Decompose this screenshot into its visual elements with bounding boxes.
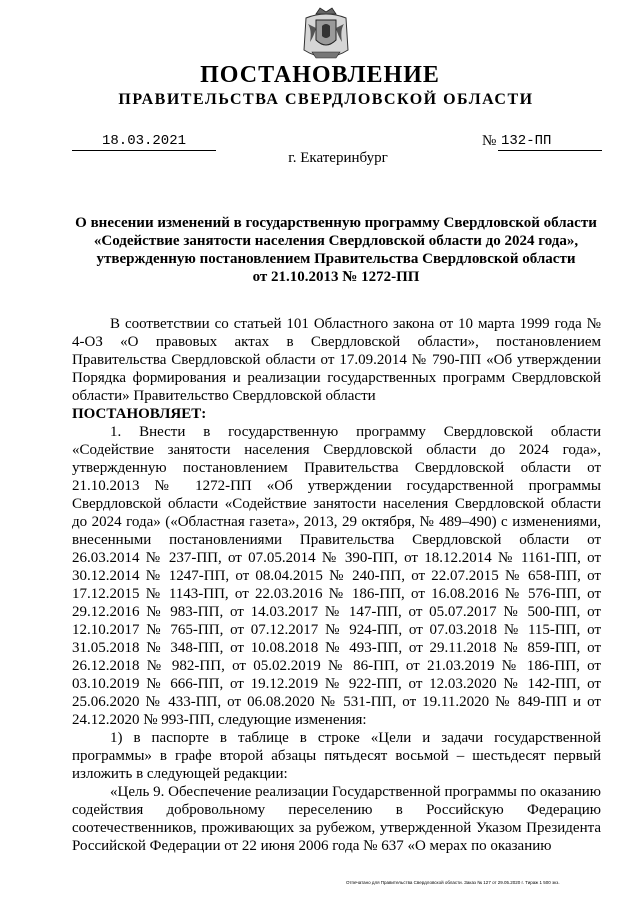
issuer-heading: ПРАВИТЕЛЬСТВА СВЕРДЛОВСКОЙ ОБЛАСТИ: [118, 91, 534, 108]
title-line: О внесении изменений в государственную программу Свердловской области: [75, 215, 597, 231]
document-number-field: [482, 133, 602, 151]
title-line: «Содействие занятости населения Свердловской области до 2024 года»,: [93, 233, 579, 249]
coat-of-arms-icon: [302, 6, 350, 64]
title-line: утвержденную постановлением Правительства Свердловской области: [96, 251, 576, 267]
number-sign: №: [482, 133, 497, 149]
quoted-paragraph: «Цель 9. Обеспечение реализации Государственной программы по оказанию содействия добровольному переселению в Российскую Федерацию соотечественников, проживающих за рубежом, утвержденной Указом Президента Российской Федерации от 22 июня 2006 года № 637 «О мерах по оказанию: [72, 784, 601, 854]
title-line: от 21.10.2013 № 1272-ПП: [252, 269, 420, 285]
item-1-paragraph: 1. Внести в государственную программу Свердловской области «Содействие занятости населения Свердловской области до 2024 года», утвержденную постановлением Правительства Свердловской области от 21.10.2013 № 1272-ПП «Об утверждении государственной программы Свердловской области «Содействие занятости населения Свердловской области до 2024 года» («Областная газета», 2013, 29 октября, № 489–490) с изменениями, внесенными постановлениями Правительства Свердловской области от 26.03.2014 № 237-ПП, от 07.05.2014 № 390-ПП, от 18.12.2014 № 1161-ПП, от 30.12.2014 № 1247-ПП, от 08.04.2015 № 240-ПП, от 22.07.2015 № 658-ПП, от 17.12.2015 № 1143-ПП, от 22.03.2016 № 186-ПП, от 16.08.2016 № 576-ПП, от 29.12.2016 № 983-ПП, от 14.03.2017 № 147-ПП, от 05.07.2017 № 500-ПП, от 12.10.2017 № 765-ПП, от 07.12.2017 № 924-ПП, от 07.03.2018 № 115-ПП, от 31.05.2018 № 348-ПП, от 10.08.2018 № 493-ПП, от 29.11.2018 № 859-ПП, от 26.12.2018 № 982-ПП, от 05.02.2019 № 86-ПП, от 21.03.2019 № 186-ПП, от 03.10.2019 № 666-ПП, от 19.12.2019 № 922-ПП, от 12.03.2020 № 142-ПП, от 25.06.2020 № 433-ПП, от 06.08.2020 № 531-ПП, от 19.11.2020 № 849-ПП и от 24.12.2020 № 993-ПП, следующие изменения:: [72, 424, 601, 728]
print-footer: Отпечатано для Правительства Свердловской области. Заказ № 127 от 29.05.2020 г. Тираж 1 500 экз.: [346, 880, 560, 885]
document-date: 18.03.2021: [72, 133, 216, 151]
item-1-1-paragraph: 1) в паспорте в таблице в строке «Цели и задачи государственной программы» в графе второй абзацы пятьдесят восьмой – шестьдесят первый изложить в следующей редакции:: [72, 730, 601, 782]
decree-word: ПОСТАНОВЛЯЕТ:: [72, 406, 207, 422]
document-type-heading: ПОСТАНОВЛЕНИЕ: [200, 62, 440, 88]
preamble-paragraph: В соответствии со статьей 101 Областного закона от 10 марта 1999 года № 4-ОЗ «О правовых актах в Свердловской области», постановлением Правительства Свердловской области от 17.09.2014 № 790-ПП «Об утверждении Порядка формирования и реализации государственных программ Свердловской области» Правительство Свердловской области: [72, 316, 601, 404]
document-number: 132-ПП: [498, 133, 602, 151]
city-line: г. Екатеринбург: [288, 150, 388, 166]
document-title: [70, 214, 602, 286]
document-body: [72, 315, 601, 855]
